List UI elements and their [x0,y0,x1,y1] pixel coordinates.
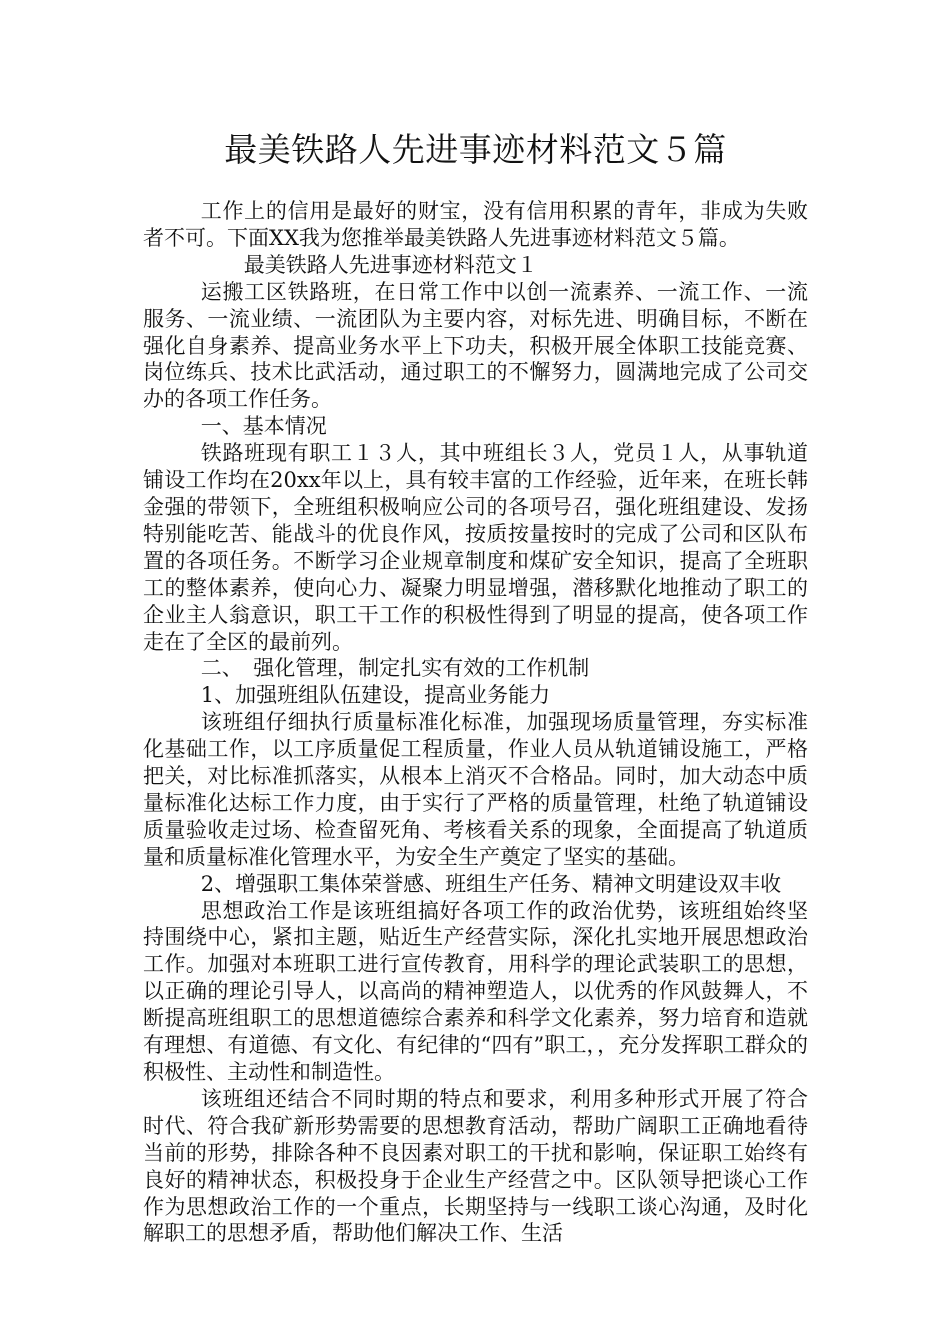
body-paragraph: 铁路班现有职工１３人，其中班组长３人，党员１人，从事轨道铺设工作均在20xx年以上，具有较丰富的工作经验，近年来，在班长韩金强的带领下，全班组积极响应公司的各项号召，强化班组建设、发扬特别能吃苦、能战斗的优良作风，按质按量按时的完成了公司和区队布置的各项任务。不断学习企业规章制度和煤矿安全知识，提高了全班职工的整体素养，使向心力、凝聚力明显增强，潜移默化地推动了职工的企业主人翁意识，职工干工作的积极性得到了明显的提高，使各项工作走在了全区的最前列。 [143,441,808,654]
document-page [143,0,808,1344]
body-paragraph: 该班组仔细执行质量标准化标准，加强现场质量管理，夯实标准化基础工作，以工序质量促工程质量，作业人员从轨道铺设施工，严格把关，对比标准抓落实，从根本上消灭不合格品。同时，加大动态中质量标准化达标工作力度，由于实行了严格的质量管理，杜绝了轨道铺设质量验收走过场、检查留死角、考核看关系的现象，全面提高了轨道质量和质量标准化管理水平，为安全生产奠定了坚实的基础。 [143,710,808,869]
section-heading-basic-info: 一、基本情况 [200,414,327,439]
section-subtitle: 最美铁路人先进事迹材料范文１ [243,252,538,277]
subsection-heading-team-building: 1、加强班组队伍建设，提高业务能力 [200,683,551,708]
body-paragraph: 该班组还结合不同时期的特点和要求，利用多种形式开展了符合时代、符合我矿新形势需要的思想教育活动，帮助广阔职工正确地看待当前的形势，排除各种不良因素对职工的干扰和影响，保证职工始终有良好的精神状态，积极投身于企业生产经营之中。区队领导把谈心工作作为思想政治工作的一个重点，长期坚持与一线职工谈心沟通，及时化解职工的思想矛盾，帮助他们解决工作、生活 [143,1086,808,1246]
section-heading-management: 二、 强化管理，制定扎实有效的工作机制 [200,656,590,681]
body-paragraph: 运搬工区铁路班，在日常工作中以创一流素养、一流工作、一流服务、一流业绩、一流团队为主要内容，对标先进、明确目标，不断在强化自身素养、提高业务水平上下功夫，积极开展全体职工技能竞赛、岗位练兵、技术比武活动，通过职工的不懈努力，圆满地完成了公司交办的各项工作任务。 [143,279,808,412]
document-body [143,198,808,1247]
intro-paragraph: 工作上的信用是最好的财宝，没有信用积累的青年，非成为失败者不可。下面XX我为您推举最美铁路人先进事迹材料范文５篇。 [143,199,808,250]
subsection-heading-honor: 2、增强职工集体荣誉感、班组生产任务、精神文明建设双丰收 [200,871,782,896]
body-paragraph: 思想政治工作是该班组搞好各项工作的政治优势，该班组始终坚持围绕中心，紧扣主题，贴近生产经营实际，深化扎实地开展思想政治工作。加强对本班职工进行宣传教育，用科学的理论武装职工的思想，以正确的理论引导人，以高尚的精神塑造人，以优秀的作风鼓舞人，不断提高班组职工的思想道德综合素养和科学文化素养，努力培育和造就有理想、有道德、有文化、有纪律的“四有”职工，，充分发挥职工群众的积极性、主动性和制造性。 [143,898,808,1084]
document-title: 最美铁路人先进事迹材料范文５篇 [224,130,727,169]
